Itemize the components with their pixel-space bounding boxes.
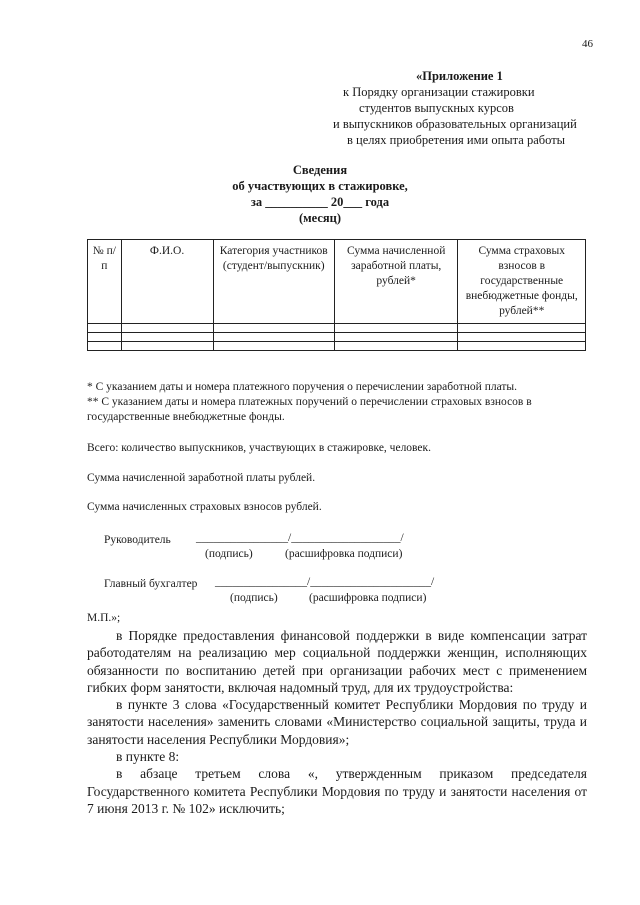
col-insurance: Сумма страховых взносов в государственные внебюджетные фонды, рублей** (458, 240, 586, 324)
accountant-label: Главный бухгалтер (104, 578, 198, 590)
stamp-label: М.П.»; (87, 612, 121, 624)
accountant-sign-caption: (подпись) (230, 592, 278, 604)
accountant-decode-caption: (расшифровка подписи) (309, 592, 427, 604)
table-header-row (88, 240, 586, 324)
appendix-title: «Приложение 1 (416, 69, 503, 83)
col-salary: Сумма начисленной заработной платы, рублей* (334, 240, 457, 324)
head-sign-caption: (подпись) (205, 548, 253, 560)
summary-salary: Сумма начисленной заработной платы рублей. (87, 472, 316, 484)
head-label: Руководитель (104, 534, 171, 546)
participants-table (87, 239, 586, 351)
col-category: Категория участников (студент/выпускник) (213, 240, 334, 324)
table-row (88, 333, 586, 342)
summary-total: Всего: количество выпускников, участвующих в стажировке, человек. (87, 442, 431, 454)
body-paragraph: в Порядке предоставления финансовой поддержки в виде компенсации затрат работодателям на реализацию мер социальной поддержки женщин, исполняющих обязанности по воспитанию детей при организации рабочих мест с применением гибких форм занятости, включая надомный труд, для их трудоустройства: (87, 628, 587, 695)
heading-title: Сведения (292, 163, 348, 177)
appendix-line: и выпускников образовательных организаций (333, 117, 577, 131)
appendix-line: к Порядку организации стажировки (343, 85, 535, 99)
report-heading (150, 162, 490, 226)
appendix-line: студентов выпускных курсов (359, 101, 514, 115)
footnote-salary: * С указанием даты и номера платежного поручения о перечислении заработной платы. (87, 381, 518, 393)
table-row (88, 342, 586, 351)
summary-insurance: Сумма начисленных страховых взносов рублей. (87, 501, 322, 513)
body-paragraph: в пункте 3 слова «Государственный комитет Республики Мордовия по труду и занятости населения» заменить словами «Министерство социальной защиты, труда и занятости населения Республики Мордовия»; (87, 697, 587, 747)
accountant-signature-line: ________________/_____________________/ (215, 576, 435, 588)
col-number: № п/п (88, 240, 122, 324)
heading-subtitle: об участвующих в стажировке, (232, 179, 408, 193)
head-decode-caption: (расшифровка подписи) (285, 548, 403, 560)
col-name: Ф.И.О. (121, 240, 213, 324)
table-row (88, 324, 586, 333)
heading-month: (месяц) (298, 211, 342, 225)
amendment-text (87, 627, 587, 817)
heading-period: за __________ 20___ года (250, 195, 390, 209)
head-signature-line: ________________/___________________/ (196, 532, 404, 544)
appendix-line: в целях приобретения ими опыта работы (347, 133, 566, 147)
body-paragraph: в пункте 8: (116, 749, 180, 765)
body-paragraph: в абзаце третьем слова «, утвержденным приказом председателя Государственного комитета Республики Мордовия по труду и занятости населения от 7 июня 2013 г. № 102» исключить; (87, 766, 587, 816)
page-number: 46 (582, 38, 593, 50)
footnote-insurance: ** С указанием даты и номера платежных поручений о перечислении страховых взносов в государственные внебюджетные фонды. (87, 396, 532, 423)
